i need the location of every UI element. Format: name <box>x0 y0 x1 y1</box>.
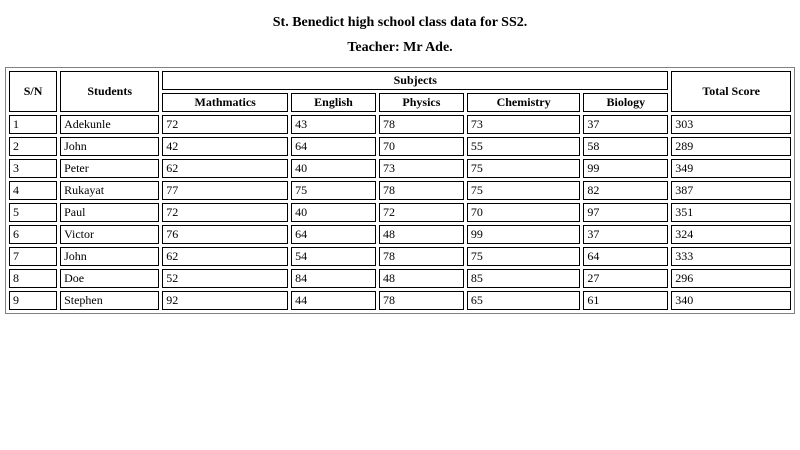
cell-score-biology: 37 <box>583 225 668 244</box>
table-row <box>9 159 791 178</box>
table-row <box>9 181 791 200</box>
cell-score-biology: 99 <box>583 159 668 178</box>
cell-score-chemistry: 75 <box>467 159 581 178</box>
cell-sn: 7 <box>9 247 57 266</box>
cell-sn: 4 <box>9 181 57 200</box>
table-row <box>9 115 791 134</box>
cell-total-score: 333 <box>671 247 791 266</box>
header-subjects: Subjects <box>162 71 668 90</box>
cell-score-physics: 72 <box>379 203 464 222</box>
table-row <box>9 269 791 288</box>
table-row <box>9 203 791 222</box>
cell-score-physics: 78 <box>379 181 464 200</box>
cell-total-score: 349 <box>671 159 791 178</box>
cell-score-biology: 37 <box>583 115 668 134</box>
cell-score-physics: 78 <box>379 247 464 266</box>
cell-total-score: 387 <box>671 181 791 200</box>
header-subject-physics: Physics <box>379 93 464 112</box>
cell-score-biology: 27 <box>583 269 668 288</box>
header-subject-english: English <box>291 93 376 112</box>
cell-score-biology: 64 <box>583 247 668 266</box>
cell-score-mathmatics: 62 <box>162 247 288 266</box>
cell-score-mathmatics: 92 <box>162 291 288 310</box>
table-body <box>9 115 791 310</box>
cell-student-name: John <box>60 137 159 156</box>
table-row <box>9 247 791 266</box>
cell-score-chemistry: 75 <box>467 247 581 266</box>
cell-score-biology: 82 <box>583 181 668 200</box>
cell-score-physics: 48 <box>379 269 464 288</box>
cell-student-name: Rukayat <box>60 181 159 200</box>
cell-score-biology: 58 <box>583 137 668 156</box>
cell-student-name: Victor <box>60 225 159 244</box>
cell-student-name: Adekunle <box>60 115 159 134</box>
cell-score-physics: 70 <box>379 137 464 156</box>
cell-sn: 3 <box>9 159 57 178</box>
cell-score-physics: 78 <box>379 115 464 134</box>
cell-sn: 2 <box>9 137 57 156</box>
cell-total-score: 351 <box>671 203 791 222</box>
cell-student-name: Peter <box>60 159 159 178</box>
cell-score-english: 40 <box>291 159 376 178</box>
header-subject-biology: Biology <box>583 93 668 112</box>
cell-score-mathmatics: 72 <box>162 203 288 222</box>
header-subject-chemistry: Chemistry <box>467 93 581 112</box>
class-data-table <box>5 67 795 314</box>
cell-score-english: 43 <box>291 115 376 134</box>
cell-score-chemistry: 70 <box>467 203 581 222</box>
cell-student-name: Paul <box>60 203 159 222</box>
cell-score-mathmatics: 42 <box>162 137 288 156</box>
header-students: Students <box>60 71 159 112</box>
cell-sn: 1 <box>9 115 57 134</box>
cell-total-score: 303 <box>671 115 791 134</box>
cell-total-score: 340 <box>671 291 791 310</box>
cell-score-english: 40 <box>291 203 376 222</box>
cell-student-name: John <box>60 247 159 266</box>
cell-score-english: 44 <box>291 291 376 310</box>
cell-total-score: 324 <box>671 225 791 244</box>
cell-score-mathmatics: 76 <box>162 225 288 244</box>
cell-score-chemistry: 55 <box>467 137 581 156</box>
cell-sn: 5 <box>9 203 57 222</box>
cell-student-name: Doe <box>60 269 159 288</box>
cell-score-chemistry: 85 <box>467 269 581 288</box>
table-row <box>9 225 791 244</box>
cell-score-chemistry: 99 <box>467 225 581 244</box>
cell-sn: 6 <box>9 225 57 244</box>
cell-score-english: 64 <box>291 137 376 156</box>
cell-score-physics: 73 <box>379 159 464 178</box>
cell-score-chemistry: 73 <box>467 115 581 134</box>
table-row <box>9 291 791 310</box>
cell-total-score: 289 <box>671 137 791 156</box>
cell-score-chemistry: 65 <box>467 291 581 310</box>
header-subject-mathmatics: Mathmatics <box>162 93 288 112</box>
cell-sn: 8 <box>9 269 57 288</box>
header-total-score: Total Score <box>671 71 791 112</box>
class-data-table-container <box>5 67 795 314</box>
cell-score-physics: 48 <box>379 225 464 244</box>
cell-score-english: 84 <box>291 269 376 288</box>
cell-score-biology: 97 <box>583 203 668 222</box>
cell-score-mathmatics: 62 <box>162 159 288 178</box>
cell-total-score: 296 <box>671 269 791 288</box>
cell-score-english: 75 <box>291 181 376 200</box>
cell-student-name: Stephen <box>60 291 159 310</box>
cell-sn: 9 <box>9 291 57 310</box>
cell-score-biology: 61 <box>583 291 668 310</box>
cell-score-mathmatics: 72 <box>162 115 288 134</box>
page-title: St. Benedict high school class data for SS2. <box>272 15 528 30</box>
header-row-top <box>9 71 791 90</box>
cell-score-mathmatics: 77 <box>162 181 288 200</box>
header-sn: S/N <box>9 71 57 112</box>
cell-score-chemistry: 75 <box>467 181 581 200</box>
teacher-name: Teacher: Mr Ade. <box>347 40 453 55</box>
cell-score-physics: 78 <box>379 291 464 310</box>
cell-score-english: 54 <box>291 247 376 266</box>
cell-score-mathmatics: 52 <box>162 269 288 288</box>
cell-score-english: 64 <box>291 225 376 244</box>
table-row <box>9 137 791 156</box>
